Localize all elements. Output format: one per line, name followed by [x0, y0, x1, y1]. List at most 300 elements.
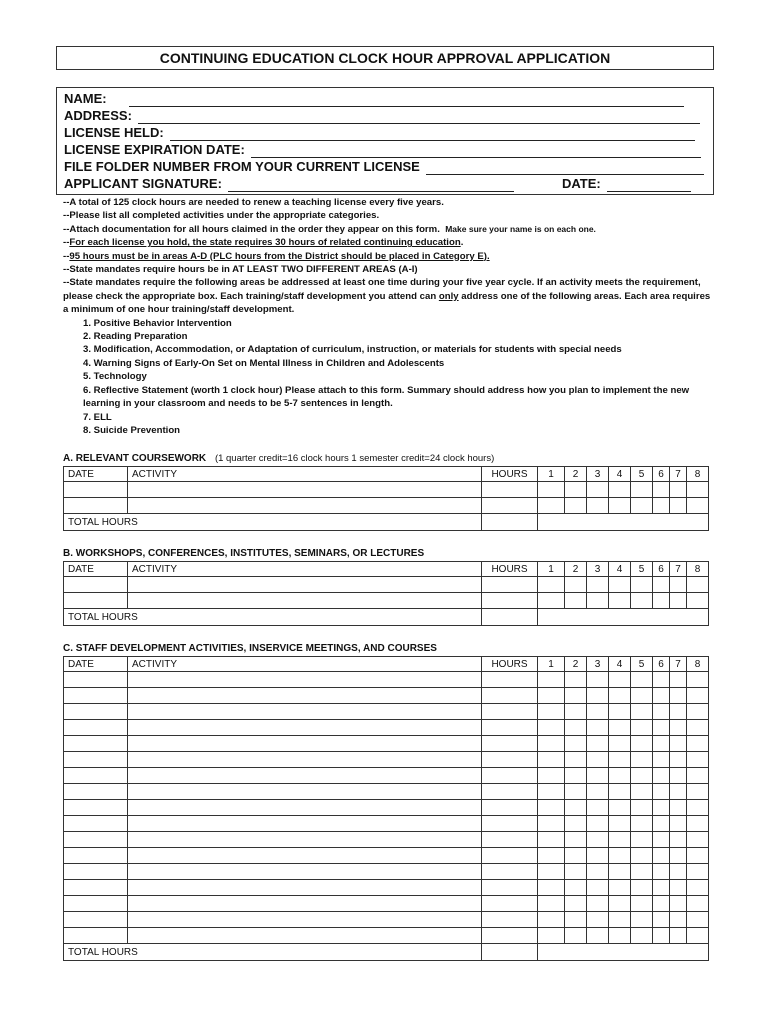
- area-checkbox-cell[interactable]: [538, 672, 565, 688]
- instructions: [63, 196, 713, 437]
- area-checkbox-cell[interactable]: [538, 848, 565, 864]
- section-b-heading: [63, 548, 424, 559]
- area-checkbox-cell[interactable]: [587, 928, 609, 944]
- applicant-info-box: [56, 87, 714, 195]
- area-checkbox-cell[interactable]: [565, 577, 587, 593]
- hours-cell[interactable]: [482, 593, 538, 609]
- area-checkbox-cell[interactable]: [587, 593, 609, 609]
- area-checkbox-cell[interactable]: [538, 704, 565, 720]
- area-checkbox-cell[interactable]: [538, 688, 565, 704]
- area-checkbox-cell[interactable]: [653, 577, 670, 593]
- date-cell[interactable]: [64, 832, 128, 848]
- area-checkbox-cell[interactable]: [653, 704, 670, 720]
- area-checkbox-cell[interactable]: [631, 816, 653, 832]
- note-30-hours-prefix: --: [63, 237, 70, 249]
- date-cell[interactable]: [64, 736, 128, 752]
- area-checkbox-cell[interactable]: [687, 672, 709, 688]
- note-95-hours-text: 95 hours must be in areas A-D (PLC hours from the District should be placed in Category E).: [69, 250, 490, 262]
- area-checkbox-cell[interactable]: [653, 768, 670, 784]
- table-row: [64, 752, 709, 768]
- area-checkbox-cell[interactable]: [653, 832, 670, 848]
- total-hours-label: TOTAL HOURS: [64, 609, 482, 626]
- area-checkbox-cell[interactable]: [609, 768, 631, 784]
- area-item: 6. Reflective Statement (worth 1 clock hour) Please attach to this form. Summary should address how you plan to implement the new learning in your classroom and needs to be 5-7 sentences in length.: [83, 384, 690, 410]
- date-cell[interactable]: [64, 482, 128, 498]
- area-checkbox-cell[interactable]: [587, 752, 609, 768]
- license-expiration-field[interactable]: [251, 143, 701, 158]
- area-checkbox-cell[interactable]: [565, 672, 587, 688]
- date-cell[interactable]: [64, 672, 128, 688]
- area-checkbox-cell[interactable]: [609, 784, 631, 800]
- area-checkbox-cell[interactable]: [631, 848, 653, 864]
- area-checkbox-cell[interactable]: [609, 912, 631, 928]
- activity-cell[interactable]: [128, 880, 482, 896]
- section-b-title: B. WORKSHOPS, CONFERENCES, INSTITUTES, SEMINARS, OR LECTURES: [63, 548, 425, 559]
- license-expiration-row: [64, 141, 701, 158]
- area-checkbox-cell[interactable]: [670, 720, 687, 736]
- activity-cell[interactable]: [128, 704, 482, 720]
- area-checkbox-cell[interactable]: [538, 816, 565, 832]
- activity-cell[interactable]: [128, 688, 482, 704]
- total-blank-cell: [538, 944, 709, 961]
- hours-cell[interactable]: [482, 832, 538, 848]
- total-hours-label: TOTAL HOURS: [64, 514, 482, 531]
- section-c-heading: [63, 643, 437, 654]
- area-checkbox-cell[interactable]: [538, 482, 565, 498]
- hours-cell[interactable]: [482, 848, 538, 864]
- section-a-heading: [63, 453, 494, 464]
- area-checkbox-cell[interactable]: [609, 577, 631, 593]
- area-checkbox-cell[interactable]: [631, 593, 653, 609]
- date-cell[interactable]: [64, 720, 128, 736]
- area-checkbox-cell[interactable]: [670, 816, 687, 832]
- total-hours-cell[interactable]: [482, 944, 538, 961]
- area-checkbox-cell[interactable]: [653, 848, 670, 864]
- area-checkbox-cell[interactable]: [687, 816, 709, 832]
- area-checkbox-cell[interactable]: [538, 768, 565, 784]
- hours-cell[interactable]: [482, 577, 538, 593]
- area-checkbox-cell[interactable]: [587, 720, 609, 736]
- area-checkbox-cell[interactable]: [687, 832, 709, 848]
- area-checkbox-cell[interactable]: [653, 720, 670, 736]
- hours-cell[interactable]: [482, 800, 538, 816]
- date-cell[interactable]: [64, 784, 128, 800]
- date-cell[interactable]: [64, 848, 128, 864]
- area-checkbox-cell[interactable]: [538, 880, 565, 896]
- area-checkbox-cell[interactable]: [565, 928, 587, 944]
- area-checkbox-cell[interactable]: [687, 498, 709, 514]
- hours-cell[interactable]: [482, 736, 538, 752]
- area-checkbox-cell[interactable]: [631, 928, 653, 944]
- area-checkbox-cell[interactable]: [687, 800, 709, 816]
- area-checkbox-cell[interactable]: [653, 688, 670, 704]
- area-column-header: 1: [538, 467, 565, 482]
- area-checkbox-cell[interactable]: [565, 704, 587, 720]
- area-checkbox-cell[interactable]: [609, 896, 631, 912]
- area-checkbox-cell[interactable]: [565, 688, 587, 704]
- activity-cell[interactable]: [128, 482, 482, 498]
- area-checkbox-cell[interactable]: [538, 577, 565, 593]
- area-checkbox-cell[interactable]: [653, 498, 670, 514]
- area-column-header: 1: [538, 657, 565, 672]
- signature-row: [64, 175, 691, 192]
- hours-cell[interactable]: [482, 784, 538, 800]
- area-checkbox-cell[interactable]: [587, 816, 609, 832]
- area-checkbox-cell[interactable]: [653, 800, 670, 816]
- activity-cell[interactable]: [128, 577, 482, 593]
- area-checkbox-cell[interactable]: [687, 577, 709, 593]
- area-checkbox-cell[interactable]: [609, 928, 631, 944]
- area-checkbox-cell[interactable]: [670, 912, 687, 928]
- area-checkbox-cell[interactable]: [670, 896, 687, 912]
- area-checkbox-cell[interactable]: [565, 816, 587, 832]
- area-checkbox-cell[interactable]: [538, 896, 565, 912]
- date-cell[interactable]: [64, 912, 128, 928]
- area-checkbox-cell[interactable]: [565, 720, 587, 736]
- address-field[interactable]: [138, 109, 700, 124]
- activity-cell[interactable]: [128, 832, 482, 848]
- area-checkbox-cell[interactable]: [587, 896, 609, 912]
- date-cell[interactable]: [64, 800, 128, 816]
- activity-cell[interactable]: [128, 912, 482, 928]
- area-checkbox-cell[interactable]: [670, 577, 687, 593]
- area-checkbox-cell[interactable]: [670, 498, 687, 514]
- name-row: [64, 90, 684, 107]
- area-checkbox-cell[interactable]: [631, 672, 653, 688]
- activity-cell[interactable]: [128, 736, 482, 752]
- area-checkbox-cell[interactable]: [587, 482, 609, 498]
- area-checkbox-cell[interactable]: [687, 736, 709, 752]
- date-cell[interactable]: [64, 864, 128, 880]
- area-checkbox-cell[interactable]: [670, 928, 687, 944]
- area-checkbox-cell[interactable]: [687, 768, 709, 784]
- area-checkbox-cell[interactable]: [653, 912, 670, 928]
- hours-cell[interactable]: [482, 498, 538, 514]
- area-checkbox-cell[interactable]: [670, 768, 687, 784]
- area-checkbox-cell[interactable]: [587, 800, 609, 816]
- area-checkbox-cell[interactable]: [587, 736, 609, 752]
- date-cell[interactable]: [64, 928, 128, 944]
- area-checkbox-cell[interactable]: [565, 736, 587, 752]
- date-cell[interactable]: [64, 752, 128, 768]
- area-column-header: 8: [687, 657, 709, 672]
- area-checkbox-cell[interactable]: [565, 832, 587, 848]
- total-hours-cell[interactable]: [482, 609, 538, 626]
- area-checkbox-cell[interactable]: [565, 784, 587, 800]
- table-row: [64, 784, 709, 800]
- area-checkbox-cell[interactable]: [653, 896, 670, 912]
- area-checkbox-cell[interactable]: [670, 752, 687, 768]
- area-checkbox-cell[interactable]: [687, 928, 709, 944]
- table-row: [64, 672, 709, 688]
- area-checkbox-cell[interactable]: [670, 704, 687, 720]
- table-row: [64, 880, 709, 896]
- total-hours-cell[interactable]: [482, 514, 538, 531]
- activity-cell[interactable]: [128, 784, 482, 800]
- area-checkbox-cell[interactable]: [538, 800, 565, 816]
- hours-cell[interactable]: [482, 912, 538, 928]
- area-checkbox-cell[interactable]: [687, 704, 709, 720]
- area-checkbox-cell[interactable]: [687, 752, 709, 768]
- area-item: 1. Positive Behavior Intervention: [83, 317, 232, 329]
- activity-header: ACTIVITY: [128, 467, 482, 482]
- area-checkbox-cell[interactable]: [653, 880, 670, 896]
- area-column-header: 8: [687, 467, 709, 482]
- area-item: 3. Modification, Accommodation, or Adaptation of curriculum, instruction, or materials for students with special needs: [83, 344, 622, 356]
- date-cell[interactable]: [64, 768, 128, 784]
- area-checkbox-cell[interactable]: [631, 912, 653, 928]
- area-checkbox-cell[interactable]: [609, 800, 631, 816]
- area-checkbox-cell[interactable]: [631, 688, 653, 704]
- license-expiration-label: LICENSE EXPIRATION DATE:: [64, 142, 245, 157]
- table-row: [64, 768, 709, 784]
- area-checkbox-cell[interactable]: [670, 784, 687, 800]
- area-checkbox-cell[interactable]: [565, 848, 587, 864]
- area-column-header: 2: [565, 562, 587, 577]
- area-checkbox-cell[interactable]: [631, 896, 653, 912]
- date-cell[interactable]: [64, 816, 128, 832]
- area-checkbox-cell[interactable]: [631, 768, 653, 784]
- area-checkbox-cell[interactable]: [587, 864, 609, 880]
- area-checkbox-cell[interactable]: [653, 752, 670, 768]
- hours-cell[interactable]: [482, 752, 538, 768]
- area-checkbox-cell[interactable]: [687, 912, 709, 928]
- note-total-hours: --A total of 125 clock hours are needed to renew a teaching license every five years.: [63, 197, 444, 208]
- area-checkbox-cell[interactable]: [631, 800, 653, 816]
- form-title: CONTINUING EDUCATION CLOCK HOUR APPROVAL APPLICATION: [56, 46, 714, 70]
- activity-cell[interactable]: [128, 848, 482, 864]
- area-checkbox-cell[interactable]: [631, 482, 653, 498]
- area-checkbox-cell[interactable]: [687, 688, 709, 704]
- hours-cell[interactable]: [482, 672, 538, 688]
- date-cell[interactable]: [64, 577, 128, 593]
- area-checkbox-cell[interactable]: [538, 784, 565, 800]
- area-checkbox-cell[interactable]: [687, 482, 709, 498]
- section-c-table: [63, 656, 709, 961]
- area-checkbox-cell[interactable]: [609, 704, 631, 720]
- date-field[interactable]: [607, 177, 691, 192]
- table-row: [64, 848, 709, 864]
- area-checkbox-cell[interactable]: [670, 800, 687, 816]
- area-checkbox-cell[interactable]: [538, 752, 565, 768]
- area-checkbox-cell[interactable]: [538, 912, 565, 928]
- area-checkbox-cell[interactable]: [687, 848, 709, 864]
- date-cell[interactable]: [64, 896, 128, 912]
- area-checkbox-cell[interactable]: [565, 800, 587, 816]
- area-checkbox-cell[interactable]: [687, 593, 709, 609]
- area-column-header: 5: [631, 562, 653, 577]
- area-checkbox-cell[interactable]: [631, 720, 653, 736]
- area-checkbox-cell[interactable]: [609, 720, 631, 736]
- area-checkbox-cell[interactable]: [687, 864, 709, 880]
- note-attach-docs-text: --Attach documentation for all hours claimed in the order they appear on this form.: [63, 223, 440, 235]
- area-column-header: 3: [587, 657, 609, 672]
- area-checkbox-cell[interactable]: [609, 672, 631, 688]
- area-checkbox-cell[interactable]: [653, 784, 670, 800]
- area-checkbox-cell[interactable]: [609, 736, 631, 752]
- area-checkbox-cell[interactable]: [687, 720, 709, 736]
- note-list-activities: --Please list all completed activities under the appropriate categories.: [63, 210, 380, 222]
- date-label: DATE:: [561, 176, 601, 191]
- area-checkbox-cell[interactable]: [587, 832, 609, 848]
- activity-cell[interactable]: [128, 896, 482, 912]
- signature-label: APPLICANT SIGNATURE:: [64, 176, 222, 191]
- area-checkbox-cell[interactable]: [653, 864, 670, 880]
- area-checkbox-cell[interactable]: [631, 864, 653, 880]
- area-checkbox-cell[interactable]: [565, 896, 587, 912]
- activity-cell[interactable]: [128, 928, 482, 944]
- activity-cell[interactable]: [128, 768, 482, 784]
- area-checkbox-cell[interactable]: [670, 880, 687, 896]
- hours-cell[interactable]: [482, 880, 538, 896]
- table-row: [64, 720, 709, 736]
- activity-cell[interactable]: [128, 593, 482, 609]
- signature-field[interactable]: [228, 177, 514, 192]
- area-checkbox-cell[interactable]: [538, 864, 565, 880]
- table-row: [64, 896, 709, 912]
- area-checkbox-cell[interactable]: [587, 768, 609, 784]
- area-checkbox-cell[interactable]: [653, 482, 670, 498]
- area-checkbox-cell[interactable]: [687, 896, 709, 912]
- area-checkbox-cell[interactable]: [587, 704, 609, 720]
- area-checkbox-cell[interactable]: [609, 688, 631, 704]
- area-checkbox-cell[interactable]: [631, 704, 653, 720]
- area-checkbox-cell[interactable]: [687, 880, 709, 896]
- area-checkbox-cell[interactable]: [565, 768, 587, 784]
- area-checkbox-cell[interactable]: [587, 498, 609, 514]
- area-checkbox-cell[interactable]: [653, 672, 670, 688]
- area-checkbox-cell[interactable]: [653, 816, 670, 832]
- area-checkbox-cell[interactable]: [565, 864, 587, 880]
- area-checkbox-cell[interactable]: [538, 593, 565, 609]
- area-checkbox-cell[interactable]: [670, 848, 687, 864]
- license-held-label: LICENSE HELD:: [64, 125, 164, 140]
- area-checkbox-cell[interactable]: [670, 832, 687, 848]
- area-checkbox-cell[interactable]: [587, 784, 609, 800]
- hours-cell[interactable]: [482, 864, 538, 880]
- area-checkbox-cell[interactable]: [609, 752, 631, 768]
- activity-header: ACTIVITY: [128, 562, 482, 577]
- hours-cell[interactable]: [482, 688, 538, 704]
- date-cell[interactable]: [64, 704, 128, 720]
- area-checkbox-cell[interactable]: [670, 672, 687, 688]
- area-checkbox-cell[interactable]: [587, 688, 609, 704]
- area-checkbox-cell[interactable]: [631, 880, 653, 896]
- area-checkbox-cell[interactable]: [538, 928, 565, 944]
- area-checkbox-cell[interactable]: [653, 928, 670, 944]
- area-checkbox-cell[interactable]: [653, 593, 670, 609]
- area-checkbox-cell[interactable]: [609, 848, 631, 864]
- hours-cell[interactable]: [482, 928, 538, 944]
- area-checkbox-cell[interactable]: [653, 736, 670, 752]
- note-95-hours: [63, 250, 713, 263]
- hours-cell[interactable]: [482, 896, 538, 912]
- date-cell[interactable]: [64, 880, 128, 896]
- area-checkbox-cell[interactable]: [631, 784, 653, 800]
- activity-cell[interactable]: [128, 672, 482, 688]
- area-checkbox-cell[interactable]: [538, 736, 565, 752]
- area-checkbox-cell[interactable]: [565, 880, 587, 896]
- activity-cell[interactable]: [128, 720, 482, 736]
- area-checkbox-cell[interactable]: [587, 880, 609, 896]
- area-checkbox-cell[interactable]: [538, 720, 565, 736]
- activity-cell[interactable]: [128, 864, 482, 880]
- section-b-table: [63, 561, 709, 626]
- area-column-header: 6: [653, 467, 670, 482]
- area-checkbox-cell[interactable]: [609, 832, 631, 848]
- hours-cell[interactable]: [482, 720, 538, 736]
- hours-cell[interactable]: [482, 768, 538, 784]
- table-row: [64, 832, 709, 848]
- area-checkbox-cell[interactable]: [670, 593, 687, 609]
- area-checkbox-cell[interactable]: [631, 736, 653, 752]
- area-checkbox-cell[interactable]: [609, 482, 631, 498]
- area-checkbox-cell[interactable]: [565, 912, 587, 928]
- name-label: NAME:: [64, 91, 107, 106]
- file-folder-field[interactable]: [426, 160, 704, 175]
- area-checkbox-cell[interactable]: [631, 498, 653, 514]
- area-checkbox-cell[interactable]: [609, 864, 631, 880]
- note-30-hours: [63, 236, 713, 249]
- section-c-title: C. STAFF DEVELOPMENT ACTIVITIES, INSERVICE MEETINGS, AND COURSES: [63, 643, 437, 654]
- area-checkbox-cell[interactable]: [587, 848, 609, 864]
- note-state-mandates: [63, 276, 713, 316]
- table-row: [64, 498, 709, 514]
- area-checkbox-cell[interactable]: [565, 482, 587, 498]
- file-folder-row: [64, 158, 704, 175]
- date-cell[interactable]: [64, 593, 128, 609]
- hours-cell[interactable]: [482, 704, 538, 720]
- area-checkbox-cell[interactable]: [609, 593, 631, 609]
- hours-cell[interactable]: [482, 816, 538, 832]
- total-row: [64, 609, 709, 626]
- area-checkbox-cell[interactable]: [670, 688, 687, 704]
- area-checkbox-cell[interactable]: [670, 482, 687, 498]
- area-checkbox-cell[interactable]: [565, 498, 587, 514]
- name-field[interactable]: [129, 92, 684, 107]
- area-checkbox-cell[interactable]: [565, 593, 587, 609]
- area-checkbox-cell[interactable]: [538, 832, 565, 848]
- area-checkbox-cell[interactable]: [687, 784, 709, 800]
- area-checkbox-cell[interactable]: [587, 912, 609, 928]
- section-a-table: [63, 466, 709, 531]
- activity-cell[interactable]: [128, 498, 482, 514]
- license-held-field[interactable]: [170, 126, 695, 141]
- area-checkbox-cell[interactable]: [609, 816, 631, 832]
- area-checkbox-cell[interactable]: [631, 577, 653, 593]
- date-cell[interactable]: [64, 688, 128, 704]
- table-row: [64, 482, 709, 498]
- area-checkbox-cell[interactable]: [538, 498, 565, 514]
- activity-cell[interactable]: [128, 816, 482, 832]
- activity-cell[interactable]: [128, 800, 482, 816]
- date-cell[interactable]: [64, 498, 128, 514]
- area-checkbox-cell[interactable]: [565, 752, 587, 768]
- license-held-row: [64, 124, 695, 141]
- area-checkbox-cell[interactable]: [609, 498, 631, 514]
- table-row: [64, 736, 709, 752]
- area-checkbox-cell[interactable]: [670, 864, 687, 880]
- area-checkbox-cell[interactable]: [631, 752, 653, 768]
- hours-cell[interactable]: [482, 482, 538, 498]
- activity-cell[interactable]: [128, 752, 482, 768]
- area-checkbox-cell[interactable]: [609, 880, 631, 896]
- area-checkbox-cell[interactable]: [587, 577, 609, 593]
- area-checkbox-cell[interactable]: [670, 736, 687, 752]
- area-checkbox-cell[interactable]: [631, 832, 653, 848]
- section-a-note: (1 quarter credit=16 clock hours 1 semester credit=24 clock hours): [214, 453, 495, 464]
- area-checkbox-cell[interactable]: [587, 672, 609, 688]
